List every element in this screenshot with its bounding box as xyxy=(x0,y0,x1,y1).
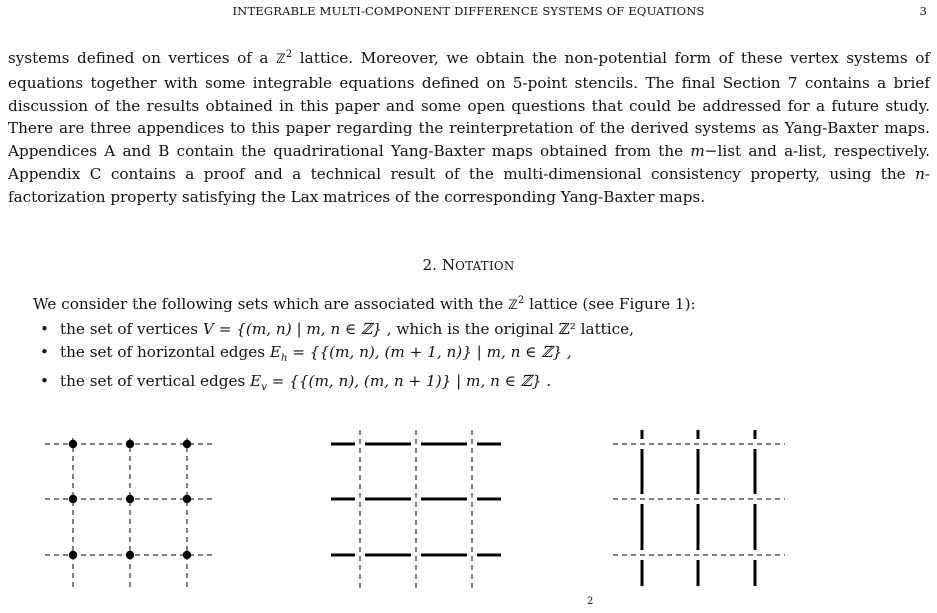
bullet: • xyxy=(40,343,49,361)
running-header xyxy=(0,4,937,20)
list-item-math: = {{(m, n), (m, n + 1)} | m, n ∈ ℤ} . xyxy=(266,372,552,391)
paragraph-text: −list and a-list, respectively. Appendix C contains a proof and a technical result of the multi-dimensional consistency property, using the xyxy=(8,142,930,184)
vertex-dot xyxy=(183,551,191,559)
integers-symbol: ℤ xyxy=(508,298,518,314)
list-item-math: V = {(m, n) | m, n ∈ ℤ} , xyxy=(202,320,392,338)
list-item-math: = {{(m, n), (m + 1, n)} | m, n ∈ ℤ} , xyxy=(287,343,572,361)
vertex-dot xyxy=(69,495,77,503)
section-heading xyxy=(0,256,937,274)
list-item-tail: which is the original ℤ² lattice, xyxy=(391,320,634,338)
list-item-lead: the set of vertices xyxy=(60,320,203,338)
section-title-initial: N xyxy=(441,256,456,274)
intro-text: We consider the following sets which are associated with the xyxy=(33,295,509,314)
vertex-dot xyxy=(126,440,134,448)
vertex-dot xyxy=(183,495,191,503)
bullet: • xyxy=(40,372,49,391)
list-item-math-symbol: E xyxy=(250,372,262,391)
figure-vertices xyxy=(45,438,215,588)
math-var: n xyxy=(915,165,925,184)
superscript: 2 xyxy=(285,49,293,60)
set-list xyxy=(38,318,634,399)
vertex-dot xyxy=(69,551,77,559)
vertex-dot xyxy=(69,440,77,448)
list-item-lead: the set of vertical edges xyxy=(60,372,251,391)
section-title-rest: OTATION xyxy=(455,259,515,273)
list-item xyxy=(38,370,634,399)
vertical-edges xyxy=(642,430,755,586)
vertex-dot xyxy=(126,495,134,503)
caption-fragment: 2 xyxy=(587,596,594,607)
paragraph-text: systems defined on vertices of a xyxy=(8,49,277,68)
page-number: 3 xyxy=(919,4,927,18)
bullet: • xyxy=(40,320,49,338)
list-item-math-subscript: h xyxy=(280,353,288,365)
list-item-math-subscript: v xyxy=(261,382,267,394)
list-item-lead: the set of horizontal edges xyxy=(60,343,270,361)
lattice-figures xyxy=(0,430,937,605)
body-paragraph xyxy=(8,44,930,209)
paragraph-text: -factorization property satisfying the Lax matrices of the corresponding Yang-Baxter maps. xyxy=(8,165,930,206)
paragraph-text: lattice. Moreover, we obtain the non-potential form of these vertex systems of equations together with some integrable equations defined on 5-point stencils. The final Section 7 contains a brief discussion of the results obtained in this paper and some open questions that could be addressed for a future study. There are three appendices to this paper regarding the reinterpretation of the derived systems as Yang-Baxter maps. Appendices A and B contain the quadrirational Yang-Baxter maps obtained from the xyxy=(8,49,930,161)
integers-symbol: ℤ xyxy=(276,52,286,68)
math-var: m xyxy=(690,142,705,161)
superscript: 2 xyxy=(517,295,525,306)
running-title: INTEGRABLE MULTI-COMPONENT DIFFERENCE SYSTEMS OF EQUATIONS xyxy=(232,4,705,18)
intro-text: lattice (see Figure 1): xyxy=(524,295,696,314)
list-item-math-symbol: E xyxy=(269,343,281,361)
vertex-dot xyxy=(126,551,134,559)
section-number: 2. xyxy=(422,256,442,274)
figure-horizontal-edges xyxy=(360,430,472,588)
intro-sentence xyxy=(33,290,933,317)
list-item xyxy=(38,341,634,370)
vertex-dot xyxy=(183,440,191,448)
list-item xyxy=(38,318,634,341)
